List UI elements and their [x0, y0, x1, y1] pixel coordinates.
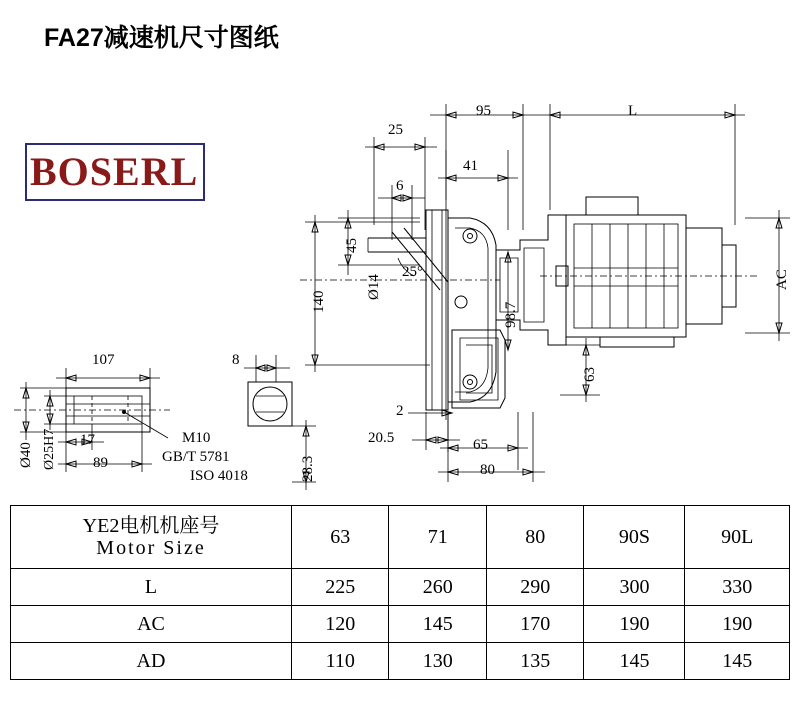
table-cell: 145 — [389, 606, 486, 643]
table-row-label: L — [11, 569, 292, 606]
dim-6: 6 — [396, 178, 404, 194]
table-cell: 90S — [584, 506, 685, 569]
table-cell-header-label — [11, 506, 292, 569]
table-cell: 120 — [292, 606, 389, 643]
dim-25: 25 — [388, 122, 403, 138]
table-cell: 190 — [584, 606, 685, 643]
dim-63: 63 — [582, 367, 598, 382]
specification-table — [10, 505, 790, 680]
table-row — [11, 506, 790, 569]
note-gb: GB/T 5781 — [162, 449, 230, 465]
note-iso: ISO 4018 — [190, 468, 248, 484]
dim-107: 107 — [92, 352, 115, 368]
table-cell: 145 — [584, 643, 685, 680]
table-cell: 225 — [292, 569, 389, 606]
table-cell: 300 — [584, 569, 685, 606]
table-cell: 90L — [685, 506, 790, 569]
dim-140: 140 — [311, 290, 327, 313]
note-m10: M10 — [182, 430, 211, 446]
dim-80: 80 — [480, 462, 495, 478]
table-cell: 130 — [389, 643, 486, 680]
page-title: FA27减速机尺寸图纸 — [44, 24, 279, 52]
table-cell: 190 — [685, 606, 790, 643]
table-cell: 145 — [685, 643, 790, 680]
table-cell: 71 — [389, 506, 486, 569]
motor-size-label-cn: YE2电机机座号 — [82, 515, 220, 537]
table-row-label: AD — [11, 643, 292, 680]
table-row — [11, 606, 790, 643]
table-row — [11, 643, 790, 680]
dim-95: 95 — [476, 103, 491, 119]
table-cell: 170 — [486, 606, 583, 643]
motor-size-label-en: Motor Size — [96, 537, 206, 559]
table-cell: 63 — [292, 506, 389, 569]
table-row — [11, 569, 790, 606]
table-cell: 260 — [389, 569, 486, 606]
table-cell: 290 — [486, 569, 583, 606]
dim-28-3: 28.3 — [300, 455, 316, 482]
dim-20-5: 20.5 — [368, 430, 395, 446]
dim-8: 8 — [232, 352, 240, 368]
dim-AC: AC — [774, 269, 790, 290]
logo-text: BOSERL — [30, 149, 199, 194]
dim-L: L — [628, 103, 638, 119]
dim-89: 89 — [93, 455, 108, 471]
dim-dia40: Ø40 — [18, 442, 34, 468]
dim-17: 17 — [80, 432, 95, 448]
table-cell: 110 — [292, 643, 389, 680]
dim-65: 65 — [473, 437, 488, 453]
dim-45: 45 — [344, 238, 360, 253]
dim-dia14: Ø14 — [366, 274, 382, 300]
dim-98-7: 98.7 — [503, 301, 519, 328]
dim-dia25h7: Ø25H7 — [42, 428, 57, 470]
dim-2: 2 — [396, 403, 404, 419]
table-cell: 80 — [486, 506, 583, 569]
table-cell: 135 — [486, 643, 583, 680]
dim-angle-25deg: 25° — [402, 264, 423, 280]
dim-41: 41 — [463, 158, 478, 174]
table-cell: 330 — [685, 569, 790, 606]
table-row-label: AC — [11, 606, 292, 643]
